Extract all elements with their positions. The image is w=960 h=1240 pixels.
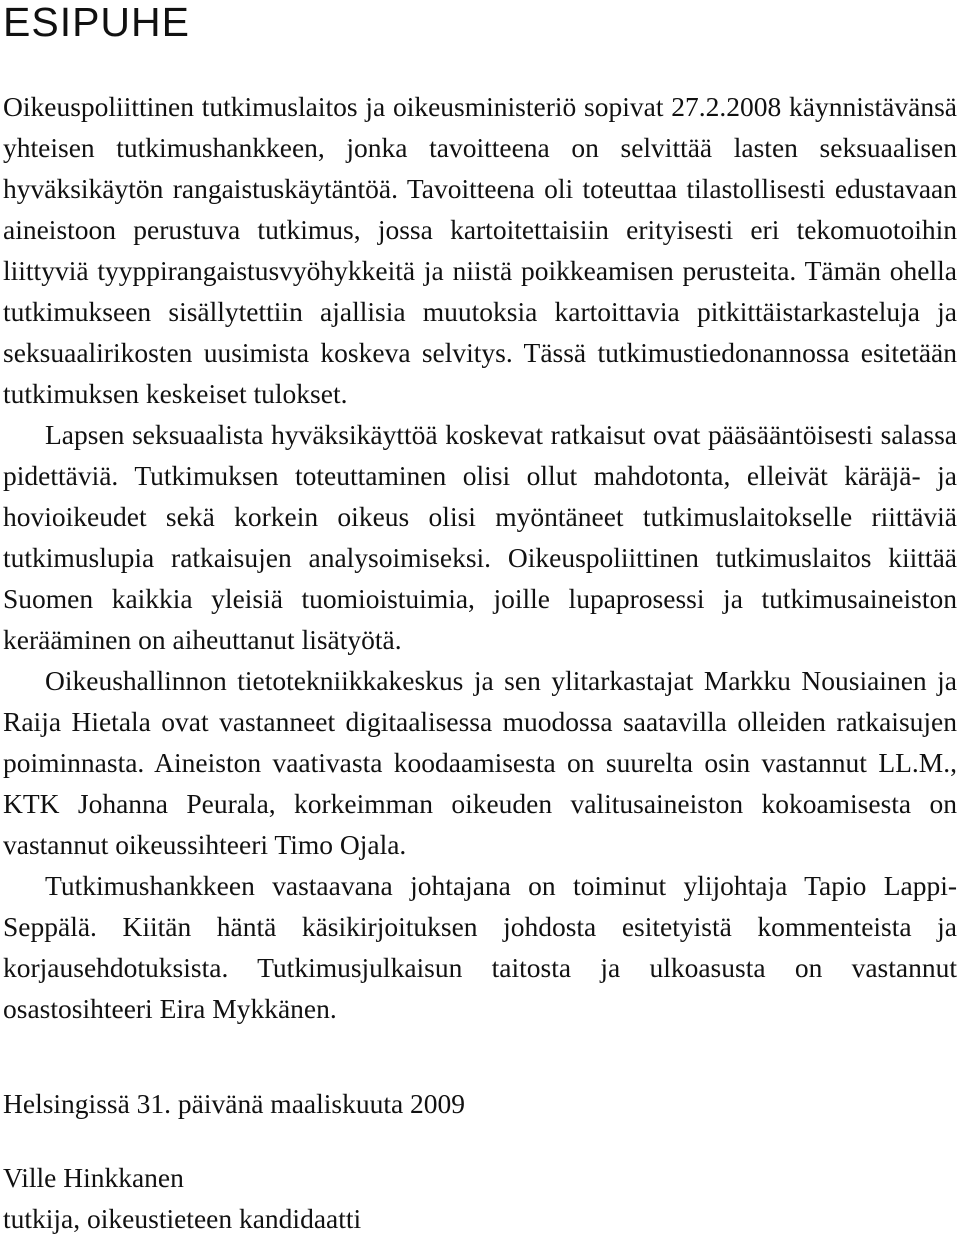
signoff-block: [3, 1083, 957, 1239]
paragraph-1: Oikeuspoliittinen tutkimuslaitos ja oikeusministeriö sopivat 27.2.2008 käynnistävänsä yhteisen tutkimushankkeen, jonka tavoitteena on selvittää lasten seksuaalisen hyväksikäytön rangaistuskäytäntöä. Tavoitteena oli toteuttaa tilastollisesti edustavaan aineistoon perustuva tutkimus, jossa kartoitettaisiin erityisesti eri tekomuotoihin liittyviä tyyppirangaistusvyöhykkeitä ja niistä poikkeamisen perusteita. Tämän ohella tutkimukseen sisällytettiin ajallisia muutoksia kartoittavia pitkittäistarkasteluja ja seksuaalirikosten uusimista koskeva selvitys. Tässä tutkimustiedonannossa esitetään tutkimuksen keskeiset tulokset.: [3, 91, 957, 409]
author-title: tutkija, oikeustieteen kandidaatti: [3, 1203, 362, 1234]
place-date: Helsingissä 31. päivänä maaliskuuta 2009: [3, 1088, 466, 1119]
preface-body: [3, 86, 957, 1029]
paragraph-2: Lapsen seksuaalista hyväksikäyttöä koskevat ratkaisut ovat pääsääntöisesti salassa pidettäviä. Tutkimuksen toteuttaminen olisi ollut mahdotonta, elleivät käräjä- ja hovioikeudet sekä korkein oikeus olisi myöntäneet tutkimuslaitokselle riittäviä tutkimuslupia ratkaisujen analysoimiseksi. Oikeuspoliittinen tutkimuslaitos kiittää Suomen kaikkia yleisiä tuomioistuimia, joille lupaprosessi ja tutkimusaineiston kerääminen on aiheuttanut lisätyötä.: [3, 419, 957, 655]
author-name: Ville Hinkkanen: [3, 1162, 184, 1193]
paragraph-4: Tutkimushankkeen vastaavana johtajana on toiminut ylijohtaja Tapio Lappi-Seppälä. Kiitän häntä käsikirjoituksen johdosta esitetyistä kommenteista ja korjausehdotuksista. Tutkimusjulkaisun taitosta ja ulkoasusta on vastannut osastosihteeri Eira Mykkänen.: [3, 870, 957, 1024]
page-heading: ESIPUHE: [3, 0, 190, 45]
paragraph-3: Oikeushallinnon tietotekniikkakeskus ja sen ylitarkastajat Markku Nousiainen ja Raija Hietala ovat vastanneet digitaalisessa muodossa saatavilla olleiden ratkaisujen poiminnasta. Aineiston vaativasta koodaamisesta on suurelta osin vastannut LL.M., KTK Johanna Peurala, korkeimman oikeuden valitusaineiston kokoamisesta on vastannut oikeussihteeri Timo Ojala.: [3, 665, 957, 860]
